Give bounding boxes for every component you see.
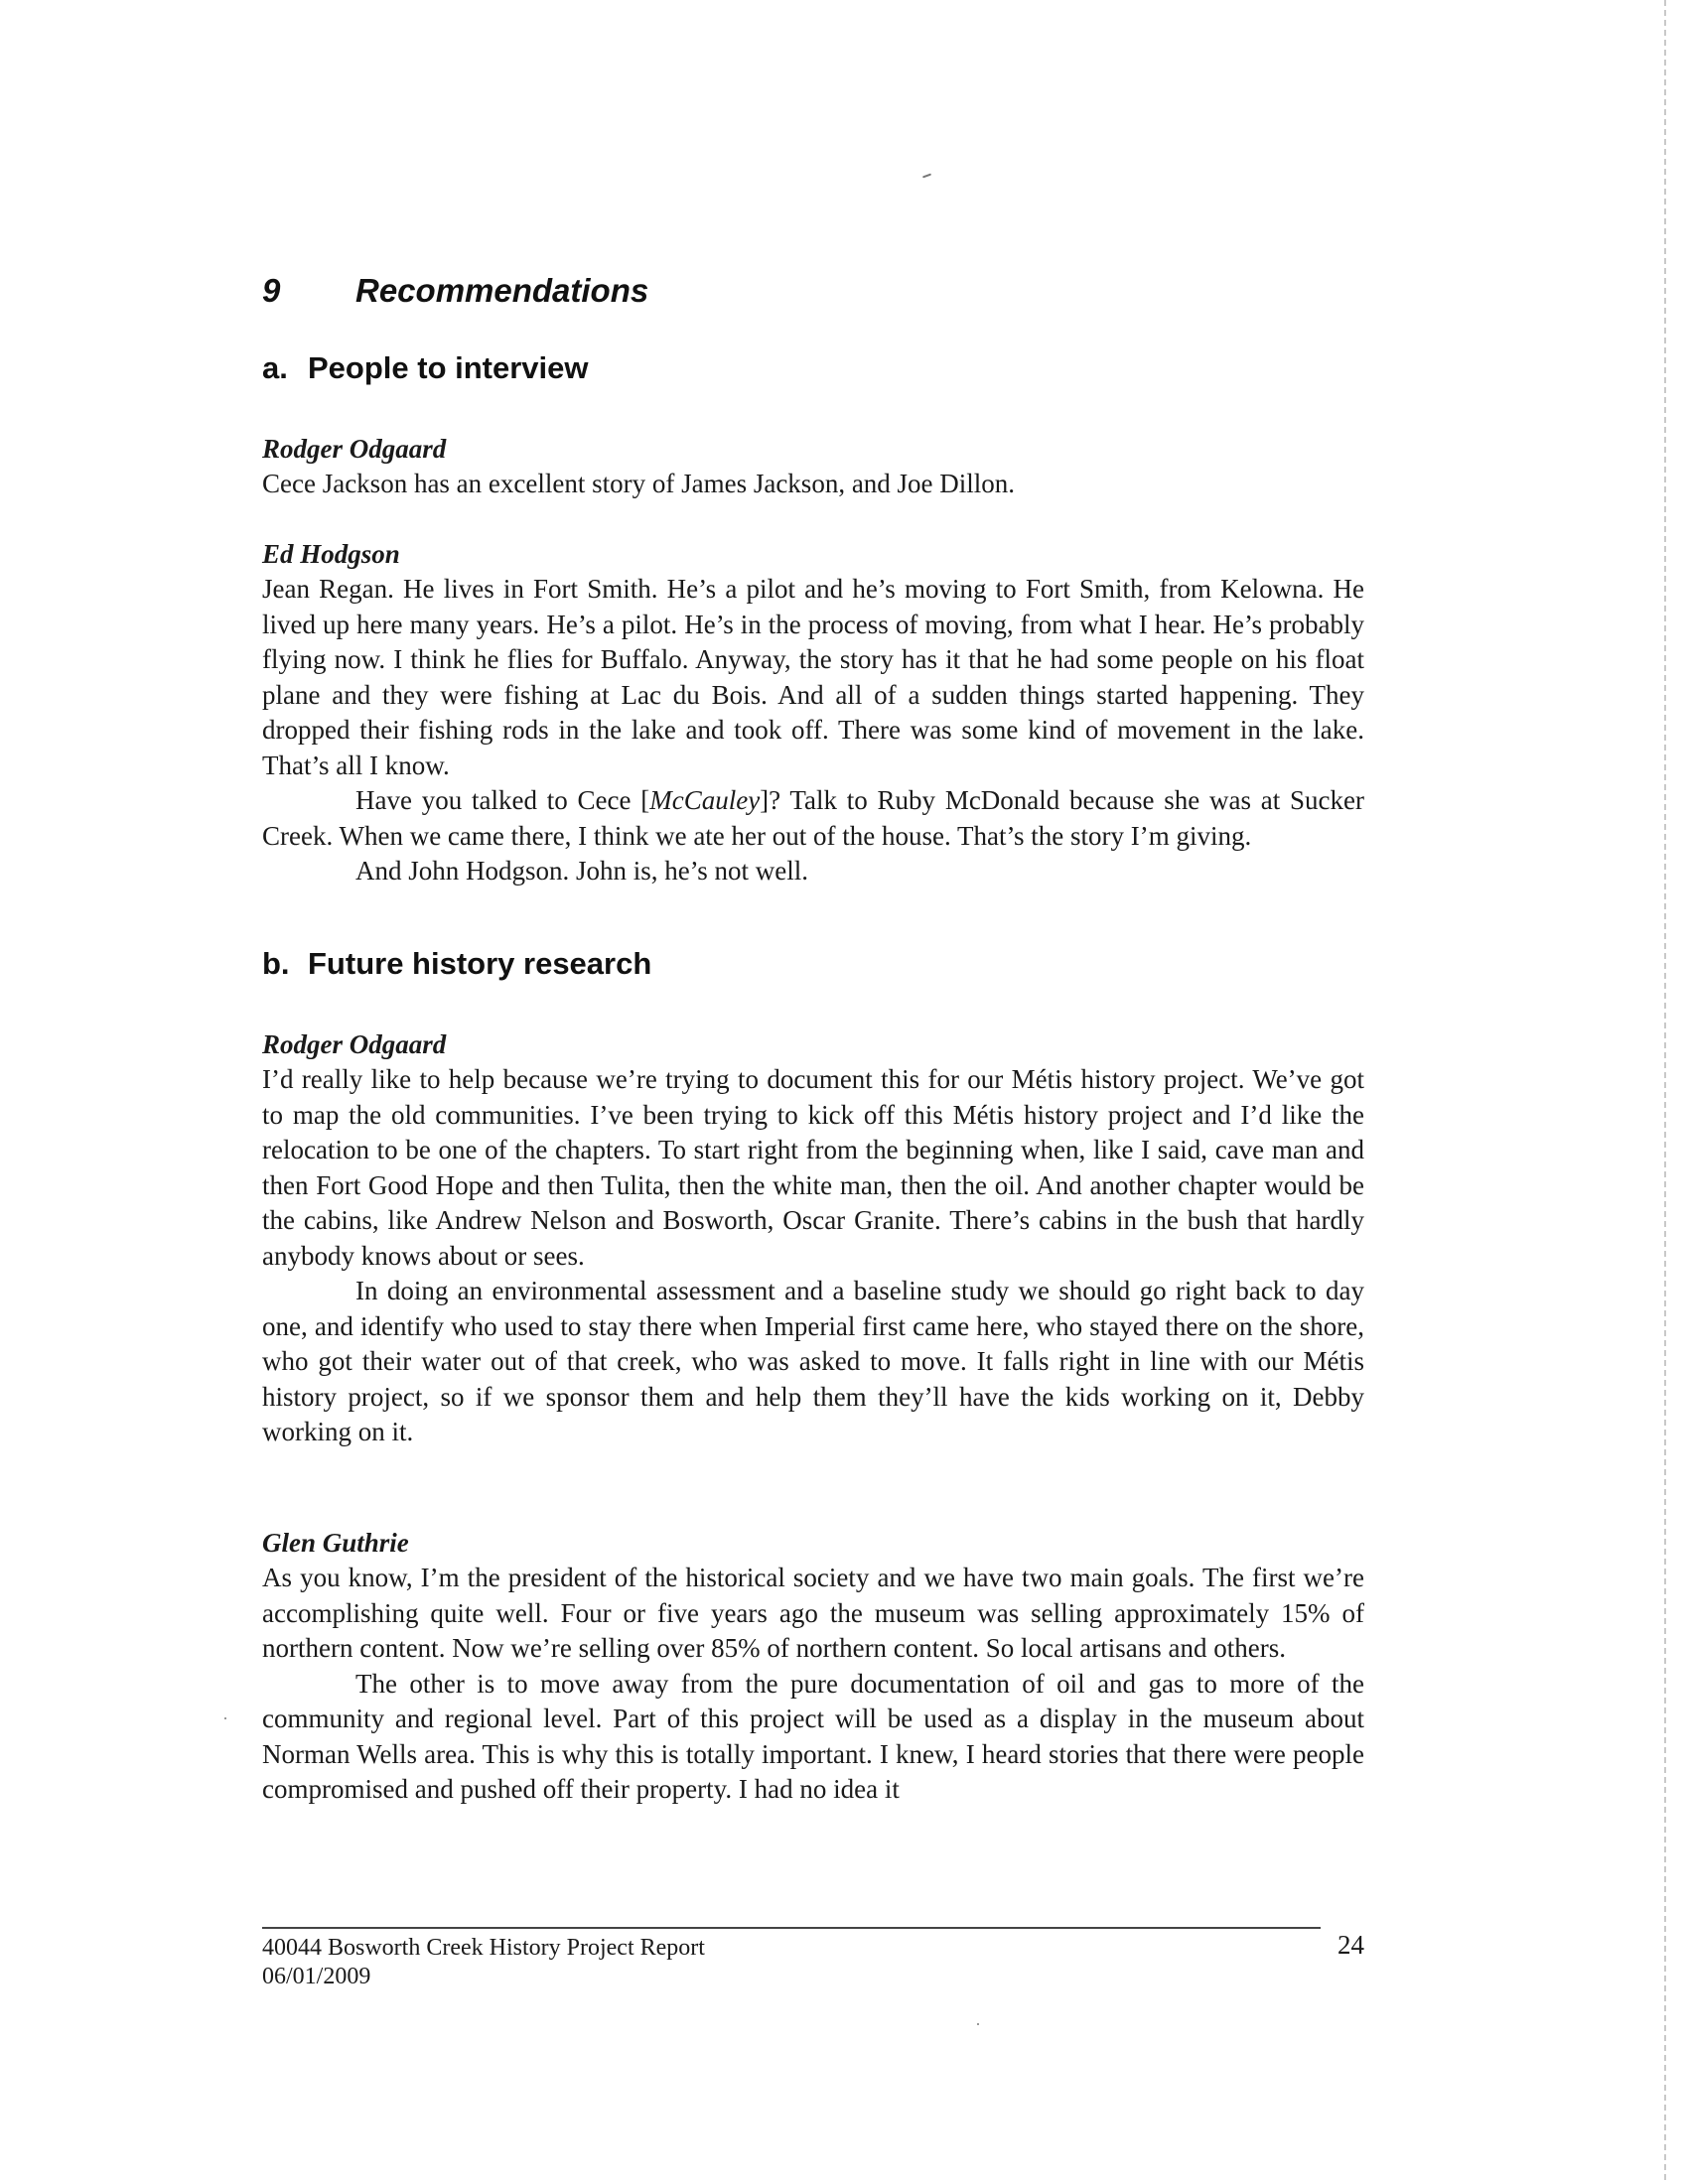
entry-glen-guthrie-research <box>262 1525 1364 1808</box>
paragraph: As you know, I’m the president of the historical society and we have two main goals. The first we’re accomplishing quite well. Four or five years ago the museum was selling approximately 15% of northern content. Now we’re selling over 85% of northern content. So local artisans and others. <box>262 1563 1364 1663</box>
scan-speck <box>977 2023 979 2025</box>
entry-rodger-odgaard-research <box>262 1026 1364 1450</box>
speaker-name: Ed Hodgson <box>262 539 400 569</box>
subsection-heading-future-history-research <box>262 948 651 979</box>
paragraph: And John Hodgson. John is, he’s not well. <box>355 856 809 886</box>
paragraph: The other is to move away from the pure documentation of oil and gas to more of the community and regional level. Part of this project will be used as a display in the museum about Norman Wells area. This is why this is totally important. I knew, I heard stories that there were people compromised and pushed off their property. I had no idea it <box>262 1668 1364 1804</box>
entry-rodger-odgaard-interview <box>262 431 1364 502</box>
subsection-letter: a. <box>262 350 288 385</box>
footer-report-title: 40044 Bosworth Creek History Project Report <box>262 1935 705 1961</box>
subsection-letter: b. <box>262 946 290 981</box>
scan-speck <box>224 1717 226 1719</box>
footer-rule <box>262 1927 1321 1929</box>
scan-speck <box>922 174 931 179</box>
subsection-heading-people-to-interview <box>262 352 589 383</box>
document-page <box>262 0 1364 2184</box>
footer-info <box>262 1934 705 1991</box>
paragraph: I’d really like to help because we’re trying to document this for our Métis history project. We’ve got to map the old communities. I’ve been trying to kick off this Métis history project and I’d like the relocation to be one of the chapters. To start right from the beginning when, like I said, cave man and then Fort Good Hope and then Tulita, then the white man, then the oil. And another chapter would be the cabins, like Andrew Nelson and Bosworth, Oscar Granite. There’s cabins in the bush that hardly anybody knows about or sees. <box>262 1064 1364 1271</box>
editor-note: McCauley <box>649 785 761 815</box>
subsection-title: People to interview <box>308 350 589 385</box>
page-number: 24 <box>1337 1930 1364 1960</box>
subsection-title: Future history research <box>308 946 652 981</box>
entry-ed-hodgson-interview <box>262 536 1364 889</box>
paragraph: Have you talked to Cece [McCauley]? Talk to Ruby McDonald because she was at Sucker Creek. When we came there, I think we ate her out of the house. That’s the story I’m giving. <box>262 785 1364 851</box>
section-number: 9 <box>262 272 281 309</box>
footer-date: 06/01/2009 <box>262 1964 371 1989</box>
scan-edge-line <box>1664 0 1666 2184</box>
paragraph: In doing an environmental assessment and a baseline study we should go right back to day one, and identify who used to stay there when Imperial first came here, who stayed there on the shore, who got their water out of that creek, who was asked to move. It falls right in line with our Métis history project, so if we sponsor them and help them they’ll have the kids working on it, Debby working on it. <box>262 1276 1364 1446</box>
speaker-name: Rodger Odgaard <box>262 1029 447 1059</box>
paragraph: Cece Jackson has an excellent story of James Jackson, and Joe Dillon. <box>262 469 1016 498</box>
section-title: Recommendations <box>355 272 649 309</box>
speaker-name: Rodger Odgaard <box>262 434 447 464</box>
speaker-name: Glen Guthrie <box>262 1528 409 1558</box>
section-heading <box>262 274 648 307</box>
paragraph: Jean Regan. He lives in Fort Smith. He’s a pilot and he’s moving to Fort Smith, from Kelowna. He lived up here many years. He’s a pilot. He’s in the process of moving, from what I hear. He’s probably flying now. I think he flies for Buffalo. Anyway, the story has it that he had some people on his float plane and they were fishing at Lac du Bois. And all of a sudden things started happening. They dropped their fishing rods in the lake and took off. There was some kind of movement in the lake. That’s all I know. <box>262 574 1364 780</box>
